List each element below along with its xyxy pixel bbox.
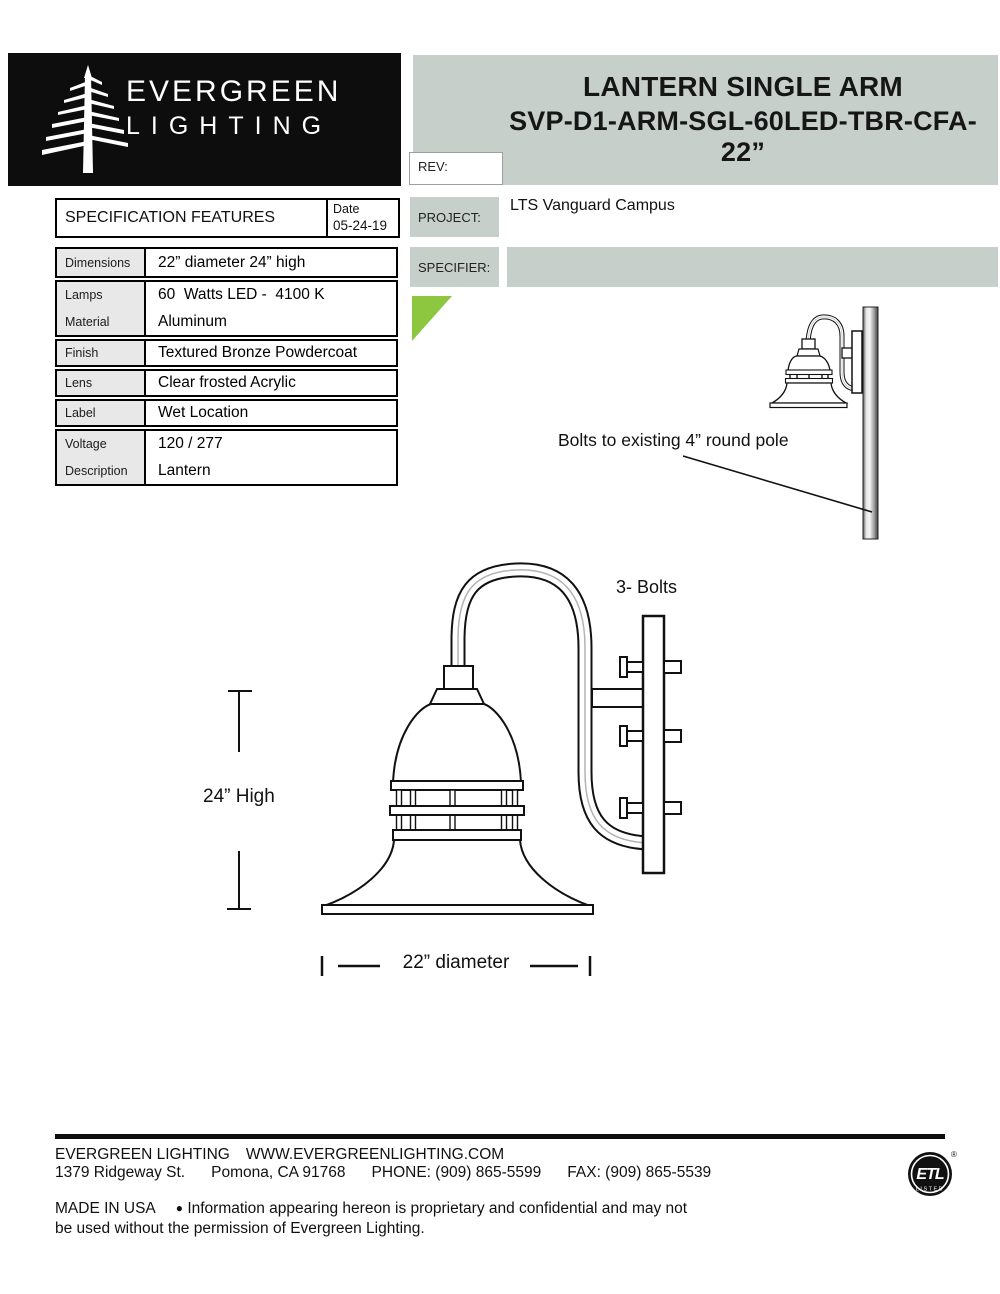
product-title: LANTERN SINGLE ARM [583,71,903,102]
bolts-count-label: 3- Bolts [616,577,678,597]
specifier-field-blank [507,247,998,287]
footer-address: 1379 Ridgeway St. [55,1164,186,1181]
table-row [55,280,398,337]
lantern-dome [393,704,521,783]
table-row [55,429,398,486]
spec-label: Finish [65,346,99,360]
mini-mounting-plate [852,331,862,393]
diameter-dimension-label: 22” diameter [402,952,510,973]
spec-value: Aluminum [158,312,227,330]
specifier-field-label: SPECIFIER: [410,247,499,287]
footer-contact-line [55,1164,711,1182]
table-row [55,369,398,397]
lantern-drawing [200,555,700,995]
lantern-shade [324,840,590,906]
footer-city: Pomona, CA 91768 [211,1164,346,1181]
height-dimension-label: 24” High [203,786,275,807]
footer-divider [55,1134,945,1139]
date-label: Date [333,202,360,216]
spec-label: Dimensions [65,255,131,270]
date-value: 05-24-19 [333,217,388,233]
project-value: LTS Vanguard Campus [510,197,675,214]
spec-features-title: SPECIFICATION FEATURES [65,209,276,226]
logo-text [126,75,341,141]
spec-label: Label [65,406,96,420]
logo-company-name: EVERGREEN [126,75,342,108]
bullet-icon: ● [175,1201,184,1215]
green-corner-triangle-icon [412,296,452,341]
spec-label: Voltage [65,437,107,452]
svg-text:ETL: ETL [916,1166,944,1183]
arm-bracket [592,689,645,707]
pole-note-label: Bolts to existing 4” round pole [558,430,789,450]
spec-label: Material [65,314,110,329]
project-field-label: PROJECT: [410,197,499,237]
mini-shade [772,383,846,403]
made-in-usa: MADE IN USA [55,1200,156,1217]
table-row [55,399,398,427]
spec-value: Textured Bronze Powdercoat [158,344,358,361]
company-logo [8,53,401,186]
svg-text:®: ® [951,1150,957,1159]
spec-value: Clear frosted Acrylic [158,374,296,391]
spec-features-header [55,198,400,238]
footer-phone: PHONE: (909) 865-5599 [371,1164,542,1181]
pole-mount-diagram [550,290,1000,560]
spec-value: 22” diameter 24” high [158,253,306,271]
table-row [55,339,398,367]
spec-label: Lamps [65,288,103,303]
spec-date-cell [326,200,398,236]
round-pole [863,307,878,539]
footer-fax: FAX: (909) 865-5539 [567,1164,712,1181]
spec-label: Lens [65,376,93,390]
shade-rim [322,905,593,914]
spec-value: 120 / 277 [158,435,223,453]
svg-text:LISTED: LISTED [915,1186,945,1193]
logo-company-sub: LIGHTING [126,112,333,140]
footer-website: WWW.EVERGREENLIGHTING.COM [245,1146,505,1163]
disclaimer-text-2: be used without the permission of Evergreen Lighting. [55,1220,425,1237]
footer-company: EVERGREEN LIGHTING [55,1146,230,1163]
footer-disclaimer-line1 [55,1200,687,1218]
model-number: SVP-D1-ARM-SGL-60LED-TBR-CFA-22” [509,106,977,167]
spec-label: Description [65,463,128,478]
footer-company-line [55,1146,504,1164]
mini-lantern [770,317,862,408]
rev-field: REV: [409,152,503,185]
leader-line [683,456,872,512]
pine-tree-icon [38,61,138,179]
lantern-body [322,666,593,914]
spec-value: 60 Watts LED - 4100 K [158,286,325,304]
etl-listed-mark-icon [903,1146,961,1204]
table-row [55,247,398,278]
spec-value: Wet Location [158,404,249,421]
spec-value: Lantern [158,461,211,479]
disclaimer-text-1: Information appearing hereon is proprietary and confidential and may not [187,1200,688,1217]
mounting-plate [643,616,664,873]
